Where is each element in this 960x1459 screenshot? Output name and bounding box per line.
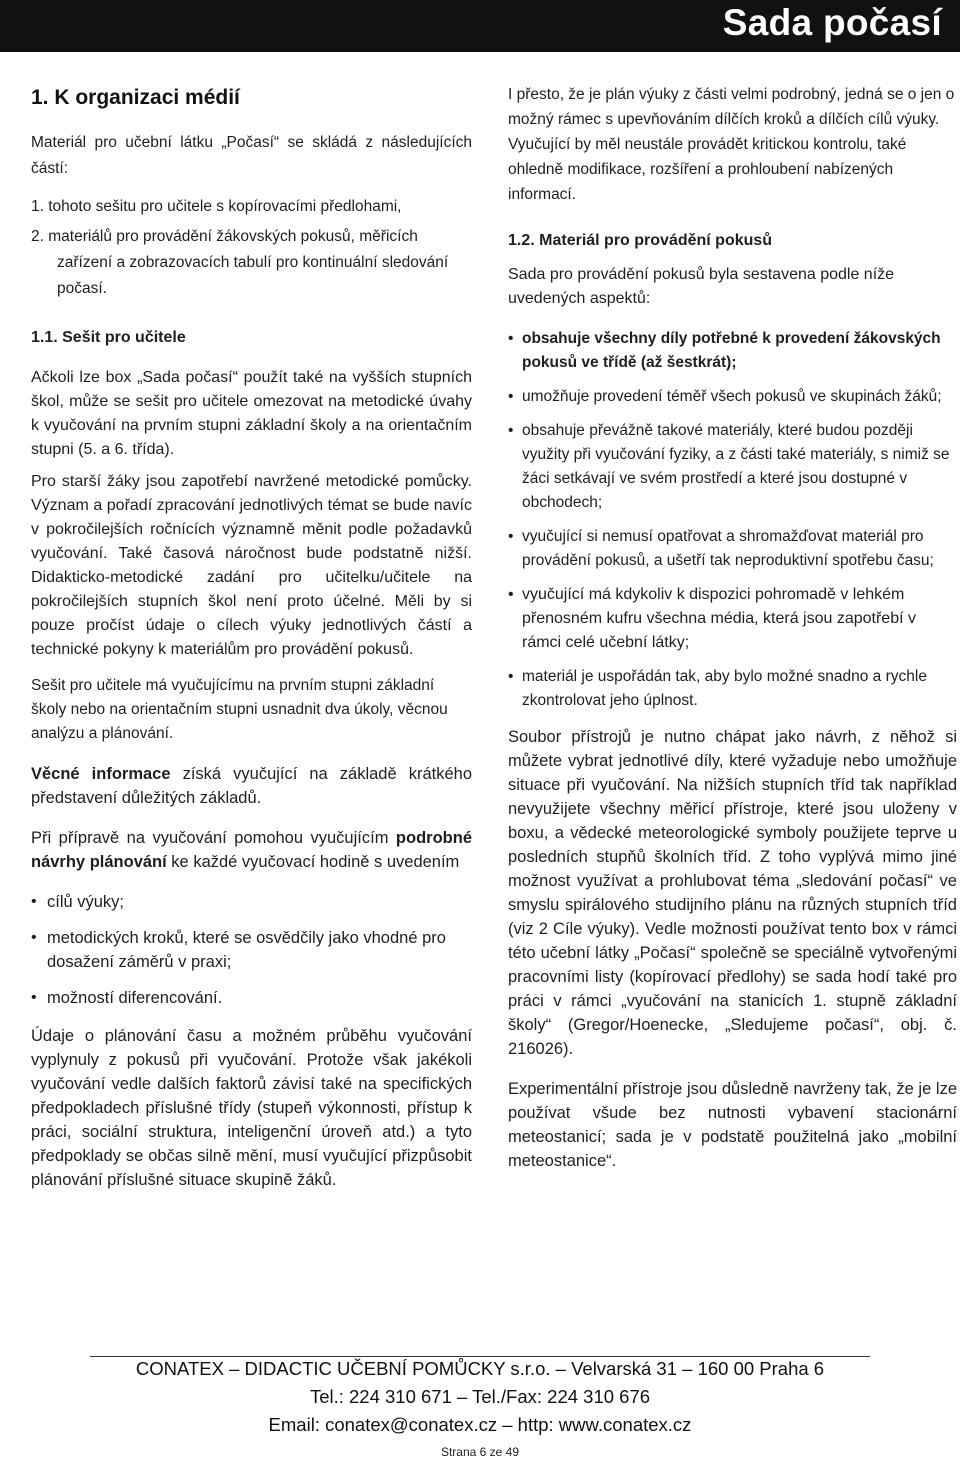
section-heading-1: 1. K organizaci médií (31, 86, 240, 109)
list-item (31, 986, 472, 1010)
list-item (508, 385, 957, 409)
list-item (31, 224, 472, 302)
bullet-list (31, 890, 472, 1010)
bullet-icon: • (31, 893, 37, 910)
paragraph: Experimentální přístroje jsou důsledně navrženy tak, že je lze používat všude bez nutnosti vybavení stacionární meteostanicí; sada je v podstatě použitelná jako „mobilní meteostanice“. (508, 1080, 957, 1170)
right-column (508, 82, 957, 1173)
footer-contact: Email: conatex@conatex.cz – http: www.conatex.cz (268, 1414, 692, 1435)
list-text: cílů výuky; (47, 893, 125, 911)
paragraph: Soubor přístrojů je nutno chápat jako návrh, z něhož si můžete vybrat jednotlivé díly, které vyžaduje nebo umožňuje situace při vyučování. Na nižších stupních tříd tak například nevyužijete všechny měřicí přístroje, které jsou uloženy v boxu, a vědecké meteorologické symboly použijete teprve u posledních stupňů školních tříd. Z toho vyplývá mimo jiné možnost využívat a prohlubovat téma „sledování počasí“ ve smyslu spirálového studijního plánu na různých stupních tříd (viz 2 Cíle výuky). Vedle možnosti používat tento box v rámci této učební látky „Počasí“ společně se speciálně vytvořenými pracovními listy (kopírovací předlohy) se sada hodí také pro práci v rámci „vyučování na stanicích 1. stupně základní školy“ (Gregor/Hoenecke, „Sledujeme počasí“, obj. č. 216026). (508, 728, 957, 1058)
paragraph: Sada pro provádění pokusů byla sestavena podle níže uvedených aspektů: (508, 266, 895, 307)
paragraph: Pro starší žáky jsou zapotřebí navržené metodické pomůcky. Význam a pořadí zpracování jednotlivých témat se bude navíc v pokročilejších ročnících významně měnit podle požadavků vyučování. Také časová náročnost bude podstatně nižší. Didakticko-metodické zadání pro učitelku/učitele na pokročilejších stupních škol není proto účelné. Měli by si pouze pročíst údaje o cílech výuky jednotlivých částí a technické pokyny k materiálům pro provádění pokusů. (31, 473, 472, 658)
bullet-icon: • (508, 330, 514, 347)
bullet-icon: • (508, 388, 514, 405)
paragraph: Ačkoli lze box „Sada počasí“ použít také na vyšších stupních škol, může se sešit pro učitele omezovat na metodické úvahy k vyučování na prvním stupni základní školy a na orientačním stupni (5. a 6. třída). (31, 369, 472, 458)
bullet-icon: • (31, 989, 37, 1006)
list-item (508, 665, 957, 713)
subheading-1-1: 1.1. Sešit pro učitele (31, 329, 186, 346)
bullet-icon: • (31, 929, 37, 946)
bullet-list (508, 327, 957, 713)
list-text: materiálů pro provádění žákovských pokusů, měřicích zařízení a zobrazovacích tabulí pro kontinuální sledování počasí. (48, 228, 449, 297)
bullet-icon: • (508, 668, 514, 685)
paragraph-text: ke každé vyučovací hodině s uvedením (166, 853, 460, 871)
paragraph-text: získá vyučující na základě krátkého představení důležitých základů. (31, 765, 472, 807)
footer-phone: Tel.: 224 310 671 – Tel./Fax: 224 310 676 (309, 1386, 651, 1407)
paragraph (31, 826, 472, 874)
paragraph: I přesto, že je plán výuky z části velmi podrobný, jedná se o jen o možný rámec s upevňováním dílčích kroků a dílčích cílů výuky. Vyučující by měl neustále provádět kritickou kontrolu, také ohledně modifikace, rozšíření a prohloubení nabízených informací. (508, 86, 955, 203)
footer (0, 1355, 960, 1459)
bold-term: Věcné informace (31, 765, 171, 783)
bullet-icon: • (508, 586, 514, 603)
list-text: obsahuje převážně takové materiály, které budou později využity při vyučování fyziky, a z části také materiály, s nimiž se žáci setkávají ve svém prostředí a které jsou dostupné v obchodech; (522, 422, 950, 511)
bold-term: podrobné návrhy plánování (31, 829, 472, 871)
list-text: metodických kroků, které se osvědčily jako vhodné pro dosažení záměrů v praxi; (47, 929, 446, 971)
footer-divider (90, 1356, 870, 1357)
page-number: Strana 6 ze 49 (440, 1445, 520, 1459)
header-bar (0, 0, 960, 52)
list-item (31, 194, 472, 220)
list-text: obsahuje všechny díly potřebné k provedení žákovských pokusů ve třídě (až šestkrát); (522, 330, 941, 371)
list-text: vyučující má kdykoliv k dispozici pohromadě v lehkém přenosném kufru všechna média, která jsou zapotřebí v rámci celé učební látky; (522, 586, 916, 651)
left-column (31, 82, 472, 1192)
bullet-icon: • (508, 422, 514, 439)
bullet-icon: • (508, 528, 514, 545)
paragraph: Sešit pro učitele má vyučujícímu na prvním stupni základní školy nebo na orientačním stupni usnadnit dva úkoly, věcnou analýzu a plánování. (31, 677, 448, 742)
list-item (31, 890, 472, 914)
list-item (31, 926, 472, 974)
paragraph-text: Při přípravě na vyučování pomohou vyučujícím (31, 829, 396, 847)
intro-paragraph: Materiál pro učební látku „Počasí“ se skládá z následujících částí: (31, 134, 472, 177)
list-number: 1. (31, 198, 44, 215)
subheading-1-2: 1.2. Materiál pro provádění pokusů (508, 232, 773, 249)
list-item (508, 525, 957, 573)
list-item (508, 583, 957, 655)
list-item (508, 327, 957, 375)
paragraph (31, 762, 472, 810)
list-text: tohoto sešitu pro učitele s kopírovacími předlohami, (48, 198, 402, 215)
footer-company: CONATEX – DIDACTIC UČEBNÍ POMŮCKY s.r.o. – Velvarská 31 – 160 00 Praha 6 (135, 1358, 825, 1379)
list-text: možností diferencování. (47, 989, 223, 1007)
paragraph: Údaje o plánování času a možném průběhu vyučování vyplynuly z pokusů při vyučování. Protože však jakékoli vyučování vedle dalších faktorů závisí také na specifických předpokladech příslušné třídy (stupeň výkonnosti, přístup k práci, sociální struktura, inteligenční úroveň atd.) a tyto předpoklady se občas silně mění, musí vyučující přizpůsobit plánování příslušné situace skupině žáků. (31, 1027, 472, 1189)
parts-list (31, 194, 472, 302)
list-item (508, 419, 957, 515)
list-text: umožňuje provedení téměř všech pokusů ve skupinách žáků; (522, 388, 942, 405)
document-title: Sada počasí (722, 2, 942, 43)
list-text: vyučující si nemusí opatřovat a shromažďovat materiál pro provádění pokusů, a ušetří tak neproduktivní spotřebu času; (522, 528, 934, 569)
list-number: 2. (31, 228, 44, 245)
list-text: materiál je uspořádán tak, aby bylo možné snadno a rychle zkontrolovat jeho úplnost. (522, 668, 927, 709)
